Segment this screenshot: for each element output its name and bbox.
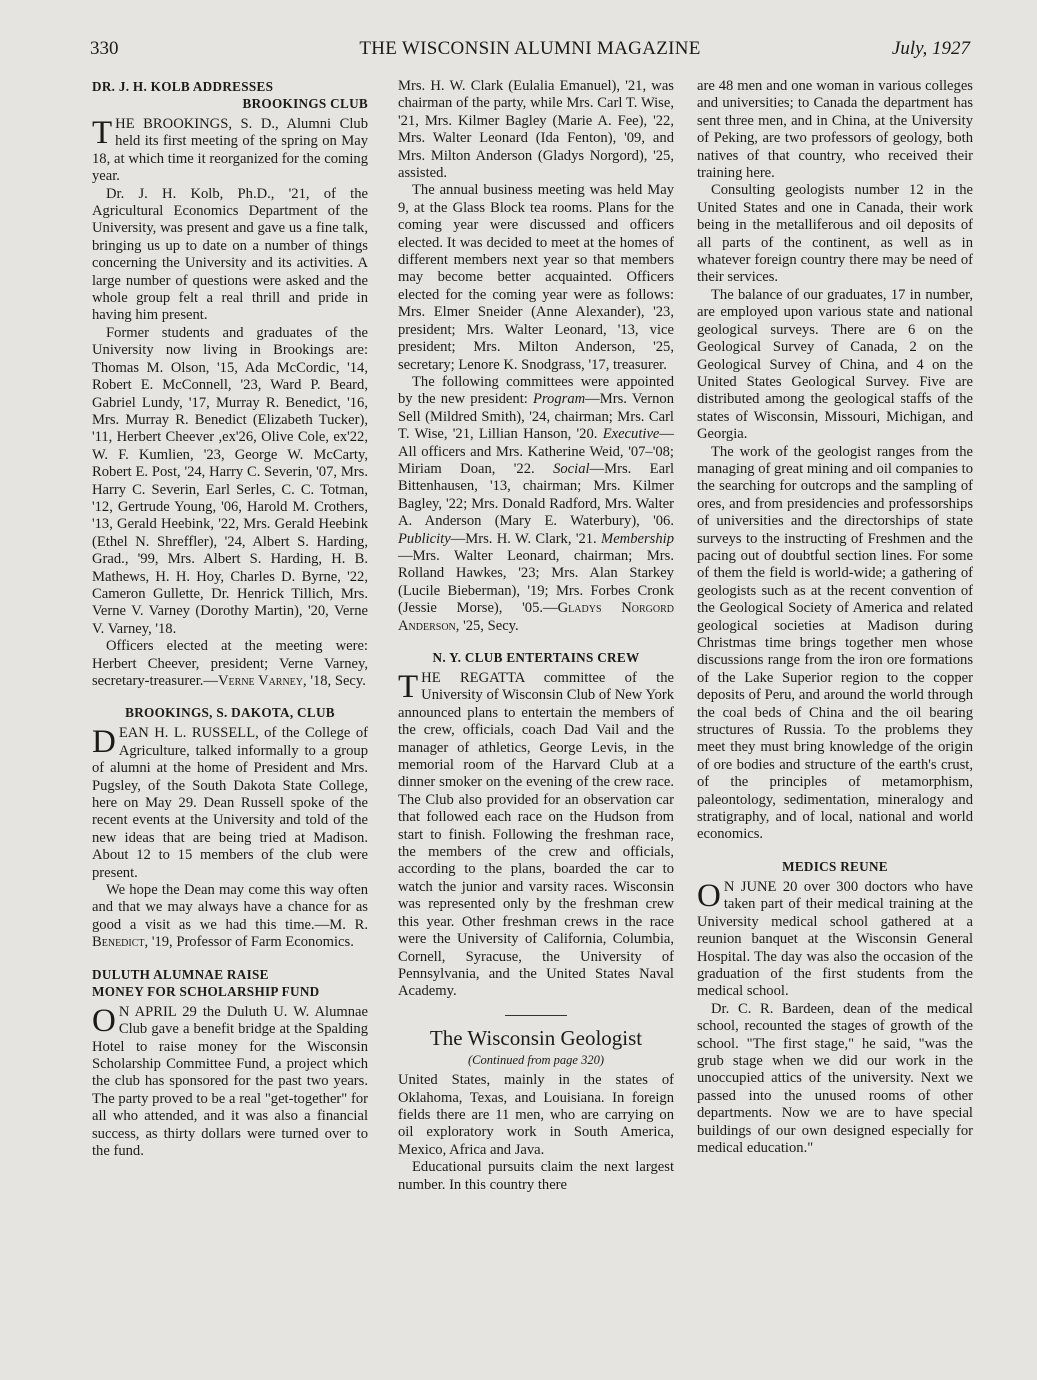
drop-cap: T (92, 115, 113, 151)
duluth-para-4 (398, 374, 674, 635)
kolb-para-4 (92, 638, 368, 690)
kolb-headline (92, 78, 368, 112)
signature: Verne Varney (218, 673, 304, 689)
drop-cap: D (92, 724, 116, 761)
duluth-para-2: Mrs. H. W. Clark (Eulalia Emanuel), '21, was chairman of the party, while Mrs. Carl T. Wise, '21, Mrs. Kilmer Bagley (Marie A. Fee), '22, Mrs. Walter Leonard (Ida Fenton), '09, and Mrs. Milton Anderson (Gladys Norgord), '25, assisted. (398, 78, 674, 182)
column-1 (92, 78, 368, 1160)
medics-headline: MEDICS REUNE (782, 858, 888, 874)
duluth-headline-line1: DULUTH ALUMNAE RAISE (92, 966, 269, 982)
signature: Gladys Norgord Anderson (398, 600, 674, 634)
kolb-para-3: Former students and graduates of the University now living in Brookings are: Thomas M. Olson, '15, Ada McCordic, '14, Robert E. McConnell, '23, Ward P. Beard, Gabriel Lundy, '17, Murray R. Benedict, '16, Mrs. Murray R. Benedict (Elizabeth Tucker), '11, Herbert Cheever ,ex'26, Olive Cole, ex'22, W. F. Kumlien, '23, George W. McCarty, Robert E. Post, '24, Harry C. Severin, '07, Mrs. Harry C. Severin, Earl Serles, C. C. Totman, '12, Gertrude Young, '06, Harold M. Crothers, '13, Gerald Heebink, '22, Mrs. Gerald Heebink (Ethel N. Shreffler), '24, Albert S. Harding, Grad., '99, Mrs. Albert S. Harding, H. B. Mathews, H. H. Hoy, Charles D. Byrne, '22, Cameron Gullette, Dr. Henrick Tillich, Mrs. Verne V. Varney (Dorothy Martin), '20, Verne V. Varney, '18. (92, 324, 368, 637)
committee-label: Program (533, 391, 586, 408)
brookings-headline: BROOKINGS, S. DAKOTA, CLUB (125, 705, 335, 721)
duluth-headline (92, 966, 368, 1000)
drop-cap: O (697, 877, 721, 914)
crew-headline: N. Y. CLUB ENTERTAINS CREW (432, 650, 640, 665)
brookings-para-2-text: We hope the Dean may come this way often and that we may always have a chance for as good a visit as we had this time.—M. R. (92, 882, 368, 933)
duluth-headline-line2: MONEY FOR SCHOLARSHIP FUND (92, 983, 320, 999)
duluth-para-1-text: N APRIL 29 the Duluth U. W. Alumnae Club gave a benefit bridge at the Spalding Hotel to raise money for the Wisconsin Scholarship Committee Fund, a project which the club has sponsored for the past two years. The party proved to be a real "get-together" for all who attended, and it was also a financial success, as thirty dollars were turned over to the fund. (92, 1003, 368, 1159)
geologist-title: The Wisconsin Geologist (429, 1025, 643, 1050)
signature: Benedict (92, 934, 145, 951)
page-number: 330 (90, 38, 119, 59)
text-run: —Mrs. Vernon Sell (Mildred Smith), '24, chairman; Mrs. Carl T. Wise, '21, Lillian Hanson, '20. (398, 391, 674, 443)
drop-cap: O (92, 1002, 116, 1039)
magazine-title: THE WISCONSIN ALUMNI MAGAZINE (359, 38, 701, 59)
geologist-para-1: United States, mainly in the states of Oklahoma, Texas, and Louisiana. In foreign fields there are 11 men, who are carrying on oil exploratory work in South America, Mexico, Africa and Java. (398, 1072, 674, 1158)
duluth-para-3: The annual business meeting was held May 9, at the Glass Block tea rooms. Plans for the coming year were discussed and officers elected. It was decided to meet at the homes of different members next year so that members may become better acquainted. Officers elected for the coming year were as follows: Mrs. Elmer Sneider (Anne Alexander), '23, president; Mrs. Walter Leonard, '13, vice president; Mrs. Milton Anderson, '25, secretary; Lenore K. Snodgrass, '17, treasurer. (398, 182, 674, 373)
geologist-para-2-visible: Educational pursuits claim the next largest number. In this country there (398, 1159, 674, 1193)
text-run: The following committees were appointed by the new president: (398, 373, 674, 408)
brookings-para-1-text: EAN H. L. RUSSELL, of the College of Agriculture, talked informally to a group of alumni at the home of President and Mrs. Pugsley, of the South Dakota State College, here on May 29. Dean Russell spoke of the recent events at the University and told of the new ideas that are being tried at Madison. About 12 to 15 members of the club were present. (92, 725, 368, 881)
column-3 (697, 78, 973, 1157)
signature-tail: , '19, Professor of Farm Economics. (144, 934, 354, 951)
kolb-headline-line1: DR. J. H. KOLB ADDRESSES (92, 79, 274, 94)
signature-tail: , '18, Secy. (303, 673, 366, 689)
committee-label: Executive (602, 426, 660, 443)
kolb-para-1-text: HE BROOKINGS, S. D., Alumni Club held its first meeting of the spring on May 18, at which time it reorganized for the coming year. (92, 116, 368, 185)
continued-note: (Continued from page 320) (468, 1052, 604, 1067)
geologist-para-4: The balance of our graduates, 17 in number, are employed upon various state and national geological surveys. There are 6 on the Geological Survey of Canada, 2 on the Geological Survey of China, and 4 on the United States Geological Survey. Five are distributed among the geological staffs of the states of Wisconsin, Missouri, Michigan, and Georgia. (697, 286, 973, 443)
crew-para-1 (398, 670, 674, 1001)
medics-para-1-text: N JUNE 20 over 300 doctors who have taken part of their medical training at the University medical school gathered at a reunion banquet at the Wisconsin General Hospital. The day was also the occasion of the graduation of the first students from the medical school. (697, 878, 973, 1000)
crew-para-1-text: HE REGATTA committee of the University of Wisconsin Club of New York announced plans to entertain the members of the crew, officials, coach Dad Vail and the manager of athletics, George Levis, in the memorial room of the Harvard Club at a dinner smoker on the evening of the crew race. The Club also provided for an observation car that followed each race on the Hudson from start to finish. Following the freshman race, the members of the crew and officials, according to the plans, boarded the car to watch the junior and varsity races. Wisconsin was represented only by the freshman crew this year. Other freshman crews in the race were the University of California, Columbia, Cornell, Syracuse, the University of Pennsylvania, and the United States Naval Academy. (398, 670, 674, 1000)
kolb-para-2: Dr. J. H. Kolb, Ph.D., '21, of the Agricultural Economics Department of the University, was present and gave us a fine talk, bringing us up to date on a number of things concerning the University and its activities. A large number of questions were asked and the whole group felt a real thrill and pride in having him present. (92, 185, 368, 324)
brookings-para-2 (92, 882, 368, 952)
brookings-para-1 (92, 725, 368, 882)
column-2 (398, 78, 674, 1194)
committee-label: Publicity (398, 530, 451, 547)
geologist-para-3: Consulting geologists number 12 in the United States and one in Canada, their work being in the metalliferous and oil deposits of all parts of the continent, as well as in whatever foreign country there may be need of their services. (697, 182, 973, 286)
medics-para-2: Dr. C. R. Bardeen, dean of the medical school, recounted the stages of growth of the school. "The first stage," he said, "was the grub stage when we did our work in the unoccupied attics of the university. Next we passed into the unused rooms of other departments. Now we are to have special buildings of our own designed especially for medical education." (697, 1000, 973, 1156)
committee-label: Social (553, 460, 590, 477)
issue-date: July, 1927 (891, 38, 970, 59)
running-head (90, 38, 970, 64)
text-run: —Mrs. Walter Leonard, chairman; Mrs. Rolland Hawkes, '23; Mrs. Alan Starkey (Lucile Bieberman), '19; Mrs. Forbes Cronk (Jessie Morse), '05.— (398, 547, 674, 617)
geologist-para-2a (398, 1159, 674, 1194)
text-run: —All officers and Mrs. Katherine Weid, '07–'08; Miriam Doan, '22. (398, 426, 674, 477)
text-run: —Mrs. H. W. Clark, '21. (450, 530, 602, 547)
text-run: —Mrs. Earl Bittenhausen, '13, chairman; Mrs. Kilmer Bagley, '22; Mrs. Donald Radford, Mrs. Walter A. Anderson (Mary E. Waterbury), '06. (398, 460, 674, 530)
duluth-para-1 (92, 1004, 368, 1161)
section-divider (505, 1015, 567, 1016)
signature-tail: , '25, Secy. (455, 617, 519, 634)
geologist-para-2b: are 48 men and one woman in various colleges and universities; to Canada the department has sent three men, and in China, at the University of Peking, are two professors of geology, both natives of that country, who received their training here. (697, 78, 973, 182)
committee-label: Membership (601, 530, 674, 547)
kolb-para-4-text: Officers elected at the meeting were: Herbert Cheever, president; Verne Varney, secretary-treasurer.— (92, 638, 368, 689)
medics-para-1 (697, 879, 973, 1001)
kolb-headline-line2: BROOKINGS CLUB (242, 96, 368, 111)
kolb-para-1 (92, 116, 368, 186)
drop-cap: T (398, 669, 419, 705)
geologist-para-5: The work of the geologist ranges from the managing of great mining and oil companies to the searching for outcrops and the sampling of ores, and from presidencies and professorships of universities and the directorships of state surveys to the instructing of Freshmen and the pacing out of doubtful section lines. For some of them the field is world-wide; a gathering of geologists such as at the recent convention of the Geological Society of America and related geological societies at Madison during Christmas time brings together men whose discussions range from the iron ore formations of the Lake Superior region to the copper deposits of Peru, and around the world through the coal beds of China and the oil bearing structures of Russia. To the problems they meet they must bring knowledge of the origin of ore bodies and structure of the earth's crust, of the principles of metamorphism, paleontology, sedimentation, mineralogy and stratigraphy, and of local, national and world economics. (697, 443, 973, 843)
